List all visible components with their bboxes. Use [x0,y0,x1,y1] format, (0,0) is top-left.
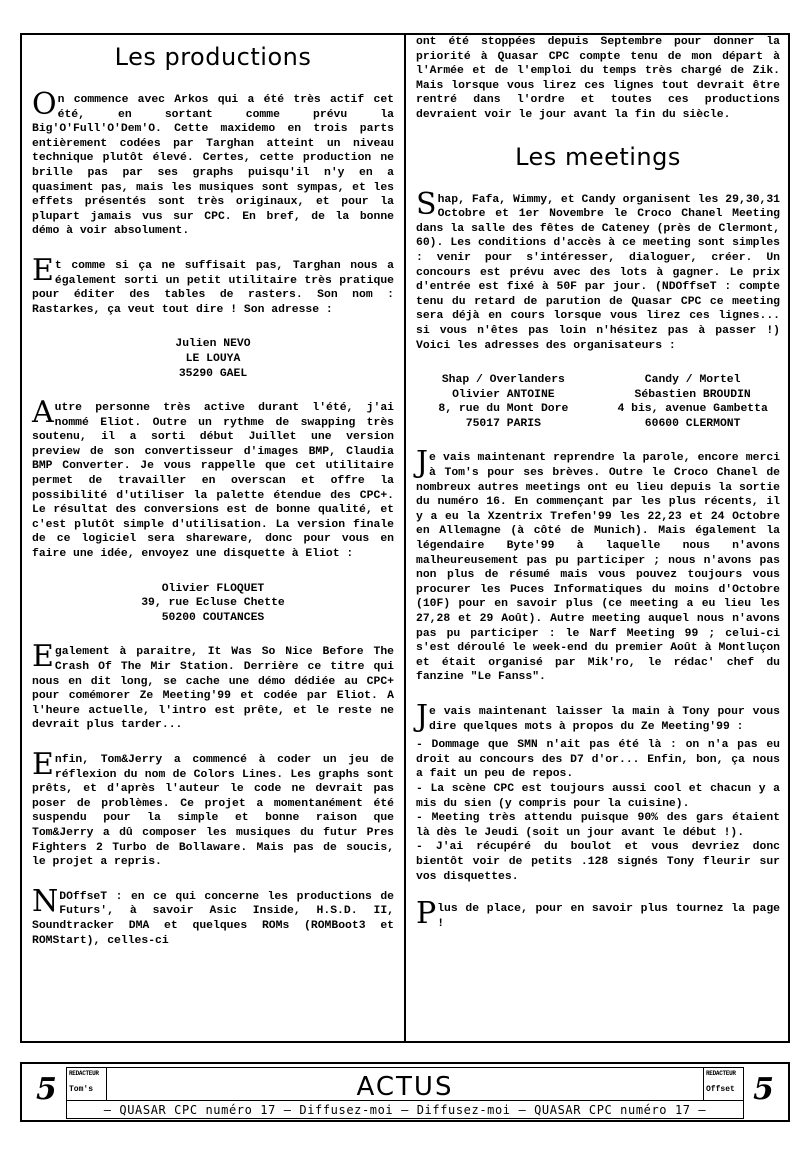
footer-tagline: — QUASAR CPC numéro 17 — Diffusez-moi — Diffusez-moi — QUASAR CPC numéro 17 — [67,1100,743,1119]
tony-list [416,738,780,884]
address-candy: Candy / Mortel Sébastien BROUDIN 4 bis, avenue Gambetta 60600 CLERMONT [617,374,768,430]
drop-cap: E [32,746,54,782]
address-shap: Shap / Overlanders Olivier ANTOINE 8, rue du Mont Dore 75017 PARIS [438,374,569,430]
drop-cap: J [416,445,429,481]
paragraph-ndoffset: N DOffseT : en ce qui concerne les productions de Futurs', à savoir Asic Inside, H.S.D. II, Soundtracker DMA et quelques ROMs (ROMBoot3 et ROMStart), celles-ci [32,883,394,947]
footer-banner [66,1067,744,1119]
organiser-addresses [416,373,780,431]
list-item: - La scène CPC est toujours aussi cool et chacun y a mis du sien (y compris pour la cuisine). [416,782,780,810]
paragraph-colors-lines: Enfin, Tom&Jerry a commencé à coder un jeu de réflexion du nom de Colors Lines. Les graphs sont prêts, et d'après l'auteur le code ne devrait pas poser de problèmes. Ce projet a momentanément été suspendu pour la simple et bonne raison que Tom&Jerry a dû composer les musiques du futur Pres Fighters 2 Turbo de Bollaware. Mais pas de soucis, le projet a repris. [32,746,394,869]
right-column [408,33,788,951]
heading-meetings: Les meetings [515,142,681,171]
drop-cap: A [32,395,54,431]
list-item: - J'ai récupéré du boulot et vous devriez donc bientôt voir de petits .128 signés Tony fleurir sur vos disquettes. [416,841,780,883]
list-item: - Dommage que SMN n'ait pas été là : on n'a pas eu droit au concours des D7 d'or... Enfin, bon, ça nous a fait un peu de repos. [416,739,780,781]
editor-name: Tom's [69,1085,94,1094]
paragraph-croco-chanel: Shap, Fafa, Wimmy, et Candy organisent les 29,30,31 Octobre et 1er Novembre le Croco Chanel Meeting dans la salle des fêtes de Cateney (près de Clermont, 60). Les conditions d'accès à ce meeting sont simples : venir pour s'intéresser, dialoguer, créer. Un concours est prévu avec des lots à gagner. Le prix d'entrée est fixé à 50F par jour. (NDOffseT : compte tenu du retard de parution de Quasar CPC ce meeting sera déjà en cours lorsque vous lirez ces lignes... si vous n'êtes pas loin n'hésitez pas à passer !) Voici les adresses des organisateurs : [416,186,780,352]
section-title: ACTUS [356,1072,454,1102]
paragraph-mir-station: Egalement à paraitre, It Was So Nice Before The Crash Of The Mir Station. Derrière ce titre qui nous en dit long, se cache une démo dédiée au CPC+ pour comémorer Ze Meeting'99 et codée par Eliot. A l'heure actuelle, l'intro est prête, et le reste ne devrait plus tarder... [32,639,394,732]
heading-productions: Les productions [114,43,312,71]
page-number-left: 5 [36,1072,57,1107]
drop-cap: P [416,896,437,932]
drop-cap: E [32,639,54,675]
paragraph-arkos: On commence avec Arkos qui a été très actif cet été, en sortant comme prévu la Big'O'Full'O'Dem'O. Cette maxidemo en trois parts entièrement codées par Targhan atteint un niveau technique plutôt élevé. Certes, cette production ne brille pas par ses graphs puisqu'il n'y en a quasiment pas, mais les musiques sont sympas, et les effets présentés sont très originaux, et pour la plupart jamais vus sur CPC. En bref, de la bonne démo à voir absolument. [32,87,394,238]
drop-cap: S [416,186,437,222]
left-column [24,33,402,968]
editor-box-left [67,1068,107,1100]
paragraph-tony-intro: Je vais maintenant laisser la main à Tony pour vous dire quelques mots à propos du Ze Meeting'99 : [416,698,780,734]
list-item: - Meeting très attendu puisque 90% des gars étaient là dès le Jeudi (soit un jour avant le début !). [416,812,780,839]
paragraph-continued: ont été stoppées depuis Septembre pour donner la priorité à Quasar CPC compte tenu de mon départ à l'Armée et de l'emploi du temps très chargé de Zik. Mais lorsque vous lirez ces lignes tout devrait être rentré dans l'ordre et toutes ces productions devraient voir le jour avant la fin du siècle. [416,36,780,121]
editor-name: Offset [706,1085,735,1094]
column-divider [404,33,406,1043]
paragraph-rastarkes: Et comme si ça ne suffisait pas, Targhan nous a également sorti un petit utilitaire très pratique pour éditer des tables de rasters. Son nom : Rastarkes, ça veut tout dire ! Son adresse : [32,252,394,316]
drop-cap: N [32,883,59,919]
paragraph-turn-page: Plus de place, pour en savoir plus tournez la page ! [416,896,780,932]
drop-cap: O [32,87,57,122]
address-julien-nevo: Julien NEVO LE LOUYA 35290 GAEL [175,338,251,380]
drop-cap: E [32,252,54,288]
address-olivier-floquet: Olivier FLOQUET 39, rue Ecluse Chette 50200 COUTANCES [141,582,285,624]
editor-role-label: REDACTEUR [69,1070,99,1077]
page-number-right: 5 [753,1072,774,1107]
drop-cap: J [416,698,429,734]
paragraph-eliot: Autre personne très active durant l'été, j'ai nommé Eliot. Outre un rythme de swapping très soutenu, il a sorti début Juillet une version preview de son convertisseur d'images BMP, Claudia BMP Converter. Je vous rappelle que cet utilitaire permet de travailler en overscan et offre la possibilité d'utiliser la palette étendue des CPC+. Le résultat des conversions est de bonne qualité, et c'est plutôt simple d'utilisation. La version finale de ce logiciel sera shareware, donc pour vous en faire une idée, envoyez une disquette à Eliot : [32,395,394,561]
editor-box-right [703,1068,743,1100]
editor-role-label: REDACTEUR [706,1070,736,1077]
paragraph-other-meetings: Je vais maintenant reprendre la parole, encore merci à Tom's pour ses brèves. Outre le Croco Chanel de nombreux autres meetings ont eu lieu depuis la sortie du numéro 16. En commençant par les plus récents, il y a eu la Xzentrix Trefen'99 les 22,23 et 24 Octobre en Allemagne (à côté de Munich). Mais également la légendaire Byte'99 à laquelle nous n'avons malheureusement pas pu participer ; nous n'avons pas non plus de résumé mais vous pouvez toujours vous procurer les Puces Informatiques du moins d'Octobre (10F) pour en savoir plus (ce meeting a eu lieu les 27,28 et 29 Août). Autre meeting auquel nous n'avons pas pu participer : le Narf Meeting 99 ; celui-ci s'est déroulé le week-end du premier Août à Montluçon et était organisé par Mik'ro, le rédac' chef du fanzine "Le Fanss". [416,445,780,684]
page-footer [20,1062,790,1122]
